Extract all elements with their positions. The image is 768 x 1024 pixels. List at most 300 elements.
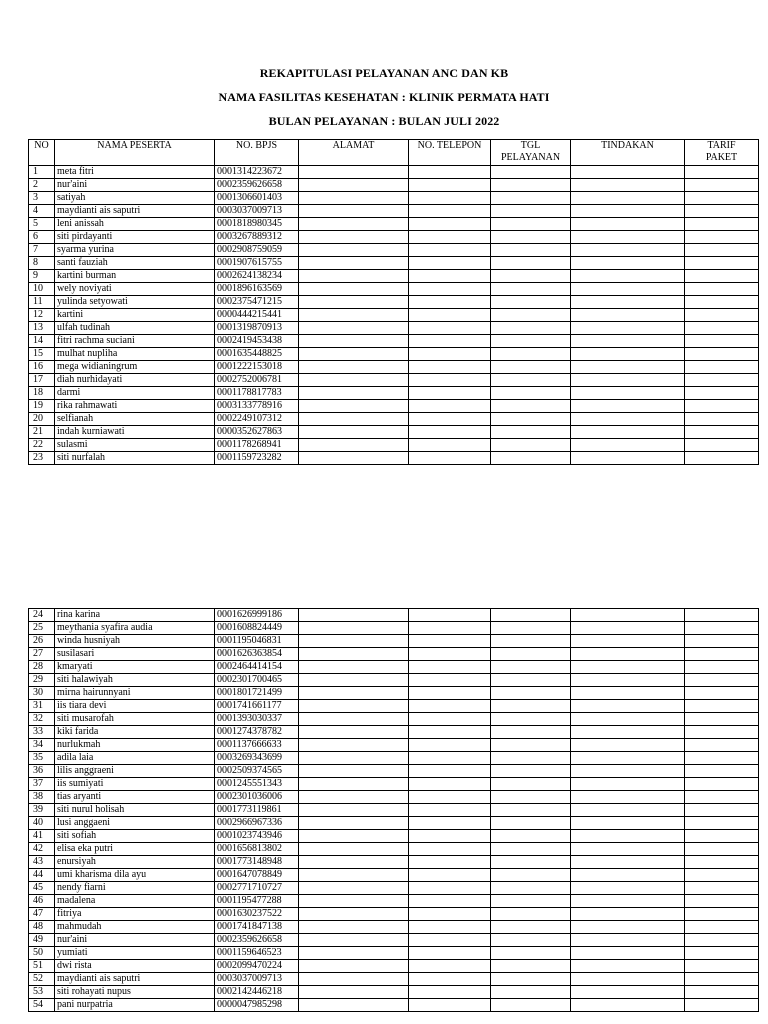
cell-no: 31: [29, 700, 55, 713]
cell-tindakan: [571, 713, 685, 726]
cell-tarif-paket: [685, 361, 759, 374]
cell-no-telepon: [409, 270, 491, 283]
cell-nama-peserta: kmaryati: [55, 661, 215, 674]
table-row: [29, 869, 759, 882]
cell-tgl-pelayanan: [491, 830, 571, 843]
cell-tarif-paket: [685, 830, 759, 843]
cell-no-bpjs: 0002249107312: [215, 413, 299, 426]
cell-no-bpjs: 0001137666633: [215, 739, 299, 752]
table-row: [29, 752, 759, 765]
table-row: [29, 804, 759, 817]
cell-no-bpjs: 0002099470224: [215, 960, 299, 973]
cell-no-telepon: [409, 192, 491, 205]
cell-nama-peserta: siti pirdayanti: [55, 231, 215, 244]
cell-tgl-pelayanan: [491, 895, 571, 908]
col-header-tarif-paket: TARIF PAKET: [685, 140, 759, 166]
cell-tarif-paket: [685, 244, 759, 257]
cell-tgl-pelayanan: [491, 387, 571, 400]
cell-no-telepon: [409, 895, 491, 908]
cell-tindakan: [571, 791, 685, 804]
cell-tgl-pelayanan: [491, 739, 571, 752]
cell-nama-peserta: pani nurpatria: [55, 999, 215, 1012]
cell-tindakan: [571, 361, 685, 374]
cell-no-bpjs: 0001159646523: [215, 947, 299, 960]
cell-tgl-pelayanan: [491, 882, 571, 895]
table-row: [29, 283, 759, 296]
cell-tarif-paket: [685, 322, 759, 335]
cell-no-bpjs: 0002771710727: [215, 882, 299, 895]
cell-nama-peserta: rina karina: [55, 609, 215, 622]
cell-no-bpjs: 0002359626658: [215, 179, 299, 192]
cell-tarif-paket: [685, 192, 759, 205]
cell-tgl-pelayanan: [491, 335, 571, 348]
cell-nama-peserta: selfianah: [55, 413, 215, 426]
cell-alamat: [299, 218, 409, 231]
table-row: [29, 999, 759, 1012]
cell-no-bpjs: 0001773119861: [215, 804, 299, 817]
cell-tgl-pelayanan: [491, 205, 571, 218]
cell-tarif-paket: [685, 895, 759, 908]
cell-no: 47: [29, 908, 55, 921]
cell-no-bpjs: 0001626999186: [215, 609, 299, 622]
recap-table-2: [28, 608, 759, 1012]
cell-tgl-pelayanan: [491, 843, 571, 856]
cell-nama-peserta: iis sumiyati: [55, 778, 215, 791]
cell-alamat: [299, 947, 409, 960]
cell-tindakan: [571, 348, 685, 361]
cell-tarif-paket: [685, 309, 759, 322]
cell-no-bpjs: 0001635448825: [215, 348, 299, 361]
cell-tindakan: [571, 726, 685, 739]
cell-no-telepon: [409, 999, 491, 1012]
cell-nama-peserta: nur'aini: [55, 934, 215, 947]
cell-no-telepon: [409, 361, 491, 374]
cell-nama-peserta: iis tiara devi: [55, 700, 215, 713]
cell-no-telepon: [409, 400, 491, 413]
cell-tarif-paket: [685, 986, 759, 999]
cell-nama-peserta: siti musarofah: [55, 713, 215, 726]
cell-tindakan: [571, 999, 685, 1012]
cell-tgl-pelayanan: [491, 426, 571, 439]
table-row: [29, 674, 759, 687]
table-row: [29, 244, 759, 257]
cell-tgl-pelayanan: [491, 674, 571, 687]
cell-nama-peserta: ulfah tudinah: [55, 322, 215, 335]
cell-no: 26: [29, 635, 55, 648]
cell-tarif-paket: [685, 960, 759, 973]
col-header-no-bpjs: NO. BPJS: [215, 140, 299, 166]
cell-no-telepon: [409, 348, 491, 361]
cell-alamat: [299, 934, 409, 947]
cell-no-bpjs: 0001626363854: [215, 648, 299, 661]
cell-nama-peserta: umi kharisma dila ayu: [55, 869, 215, 882]
cell-alamat: [299, 309, 409, 322]
table-body-2: [29, 609, 759, 1012]
cell-no-telepon: [409, 960, 491, 973]
cell-tgl-pelayanan: [491, 856, 571, 869]
cell-alamat: [299, 335, 409, 348]
cell-no-bpjs: 0003133778916: [215, 400, 299, 413]
cell-nama-peserta: syarma yurina: [55, 244, 215, 257]
cell-no-telepon: [409, 257, 491, 270]
cell-no: 45: [29, 882, 55, 895]
cell-tgl-pelayanan: [491, 791, 571, 804]
cell-no-bpjs: 0001195046831: [215, 635, 299, 648]
cell-tgl-pelayanan: [491, 960, 571, 973]
cell-no: 5: [29, 218, 55, 231]
cell-no: 51: [29, 960, 55, 973]
cell-nama-peserta: indah kurniawati: [55, 426, 215, 439]
cell-tgl-pelayanan: [491, 244, 571, 257]
service-month: BULAN PELAYANAN : BULAN JULI 2022: [268, 114, 500, 128]
cell-nama-peserta: madalena: [55, 895, 215, 908]
cell-tarif-paket: [685, 934, 759, 947]
cell-tgl-pelayanan: [491, 400, 571, 413]
cell-no-telepon: [409, 908, 491, 921]
cell-tgl-pelayanan: [491, 778, 571, 791]
cell-no-bpjs: 0001314223672: [215, 166, 299, 179]
cell-tarif-paket: [685, 687, 759, 700]
cell-tindakan: [571, 635, 685, 648]
cell-alamat: [299, 843, 409, 856]
table-row: [29, 309, 759, 322]
cell-nama-peserta: diah nurhidayati: [55, 374, 215, 387]
table-row: [29, 426, 759, 439]
cell-alamat: [299, 791, 409, 804]
cell-tarif-paket: [685, 205, 759, 218]
cell-tgl-pelayanan: [491, 439, 571, 452]
cell-tarif-paket: [685, 921, 759, 934]
cell-no: 44: [29, 869, 55, 882]
table-row: [29, 895, 759, 908]
cell-tgl-pelayanan: [491, 348, 571, 361]
cell-tarif-paket: [685, 439, 759, 452]
cell-alamat: [299, 361, 409, 374]
cell-tindakan: [571, 322, 685, 335]
table-row: [29, 348, 759, 361]
cell-no: 15: [29, 348, 55, 361]
cell-tarif-paket: [685, 674, 759, 687]
recap-table-1: [28, 139, 759, 465]
cell-no-telepon: [409, 700, 491, 713]
cell-alamat: [299, 387, 409, 400]
cell-tarif-paket: [685, 348, 759, 361]
table-row: [29, 713, 759, 726]
col-header-nama-peserta: NAMA PESERTA: [55, 140, 215, 166]
cell-alamat: [299, 895, 409, 908]
cell-no-bpjs: 0000444215441: [215, 309, 299, 322]
cell-tarif-paket: [685, 231, 759, 244]
cell-alamat: [299, 348, 409, 361]
cell-alamat: [299, 908, 409, 921]
table-row: [29, 361, 759, 374]
cell-nama-peserta: lusi anggaeni: [55, 817, 215, 830]
table-row: [29, 700, 759, 713]
cell-tindakan: [571, 648, 685, 661]
cell-tarif-paket: [685, 726, 759, 739]
cell-no: 33: [29, 726, 55, 739]
cell-nama-peserta: mahmudah: [55, 921, 215, 934]
cell-tindakan: [571, 765, 685, 778]
cell-no-bpjs: 0002966967336: [215, 817, 299, 830]
cell-tindakan: [571, 439, 685, 452]
cell-tindakan: [571, 192, 685, 205]
cell-alamat: [299, 413, 409, 426]
cell-no: 7: [29, 244, 55, 257]
table-row: [29, 270, 759, 283]
cell-nama-peserta: fitriya: [55, 908, 215, 921]
cell-no: 39: [29, 804, 55, 817]
cell-tarif-paket: [685, 283, 759, 296]
cell-tindakan: [571, 934, 685, 947]
cell-tindakan: [571, 257, 685, 270]
cell-no: 10: [29, 283, 55, 296]
col-header-no-telepon: NO. TELEPON: [409, 140, 491, 166]
cell-nama-peserta: enursiyah: [55, 856, 215, 869]
cell-no-bpjs: 0001245551343: [215, 778, 299, 791]
cell-no-bpjs: 0002419453438: [215, 335, 299, 348]
cell-no-bpjs: 0001159723282: [215, 452, 299, 465]
cell-nama-peserta: rika rahmawati: [55, 400, 215, 413]
cell-no-bpjs: 0002509374565: [215, 765, 299, 778]
cell-tindakan: [571, 270, 685, 283]
cell-no-bpjs: 0002375471215: [215, 296, 299, 309]
cell-tindakan: [571, 973, 685, 986]
cell-tarif-paket: [685, 661, 759, 674]
cell-no-telepon: [409, 765, 491, 778]
cell-tarif-paket: [685, 270, 759, 283]
cell-tarif-paket: [685, 765, 759, 778]
cell-tarif-paket: [685, 713, 759, 726]
cell-alamat: [299, 687, 409, 700]
cell-alamat: [299, 869, 409, 882]
cell-alamat: [299, 778, 409, 791]
cell-tgl-pelayanan: [491, 231, 571, 244]
table-body-1: [29, 166, 759, 465]
cell-alamat: [299, 439, 409, 452]
cell-no-bpjs: 0001195477288: [215, 895, 299, 908]
cell-tarif-paket: [685, 882, 759, 895]
cell-tindakan: [571, 843, 685, 856]
cell-tgl-pelayanan: [491, 270, 571, 283]
cell-tindakan: [571, 244, 685, 257]
table-row: [29, 778, 759, 791]
report-title: REKAPITULASI PELAYANAN ANC DAN KB: [259, 66, 509, 80]
table-row: [29, 817, 759, 830]
cell-no: 3: [29, 192, 55, 205]
cell-no-bpjs: 0001319870913: [215, 322, 299, 335]
cell-no-telepon: [409, 661, 491, 674]
cell-no-telepon: [409, 283, 491, 296]
cell-tarif-paket: [685, 622, 759, 635]
table-row: [29, 439, 759, 452]
cell-no-telepon: [409, 622, 491, 635]
cell-tgl-pelayanan: [491, 713, 571, 726]
cell-no-telepon: [409, 869, 491, 882]
cell-nama-peserta: nurlukmah: [55, 739, 215, 752]
cell-alamat: [299, 856, 409, 869]
cell-alamat: [299, 283, 409, 296]
cell-nama-peserta: maydianti ais saputri: [55, 205, 215, 218]
cell-tindakan: [571, 179, 685, 192]
table-row: [29, 947, 759, 960]
cell-no: 2: [29, 179, 55, 192]
cell-alamat: [299, 817, 409, 830]
cell-tarif-paket: [685, 869, 759, 882]
table-row: [29, 726, 759, 739]
cell-tgl-pelayanan: [491, 947, 571, 960]
cell-tindakan: [571, 752, 685, 765]
cell-tindakan: [571, 335, 685, 348]
cell-no: 32: [29, 713, 55, 726]
cell-tgl-pelayanan: [491, 635, 571, 648]
cell-no: 28: [29, 661, 55, 674]
cell-alamat: [299, 231, 409, 244]
cell-no-telepon: [409, 387, 491, 400]
col-header-no: NO: [29, 140, 55, 166]
cell-tgl-pelayanan: [491, 622, 571, 635]
cell-tindakan: [571, 895, 685, 908]
cell-no: 20: [29, 413, 55, 426]
cell-no-telepon: [409, 752, 491, 765]
cell-nama-peserta: yumiati: [55, 947, 215, 960]
cell-tarif-paket: [685, 218, 759, 231]
cell-alamat: [299, 648, 409, 661]
col-header-tindakan: TINDAKAN: [571, 140, 685, 166]
cell-nama-peserta: mega widianingrum: [55, 361, 215, 374]
table-row: [29, 934, 759, 947]
cell-alamat: [299, 205, 409, 218]
cell-no: 46: [29, 895, 55, 908]
cell-tindakan: [571, 908, 685, 921]
cell-alamat: [299, 179, 409, 192]
cell-tgl-pelayanan: [491, 817, 571, 830]
cell-tgl-pelayanan: [491, 934, 571, 947]
col-header-tgl-pelayanan: TGL PELAYANAN: [491, 140, 571, 166]
cell-alamat: [299, 921, 409, 934]
cell-nama-peserta: adila laia: [55, 752, 215, 765]
cell-no-telepon: [409, 322, 491, 335]
cell-alamat: [299, 622, 409, 635]
cell-nama-peserta: satiyah: [55, 192, 215, 205]
table-row: [29, 218, 759, 231]
cell-alamat: [299, 752, 409, 765]
table-row: [29, 179, 759, 192]
cell-tindakan: [571, 869, 685, 882]
cell-tindakan: [571, 426, 685, 439]
cell-no: 4: [29, 205, 55, 218]
table-row: [29, 830, 759, 843]
cell-no: 38: [29, 791, 55, 804]
cell-no-telepon: [409, 635, 491, 648]
cell-no: 53: [29, 986, 55, 999]
cell-no: 18: [29, 387, 55, 400]
cell-tgl-pelayanan: [491, 179, 571, 192]
cell-no-bpjs: 0002359626658: [215, 934, 299, 947]
cell-no-bpjs: 0001907615755: [215, 257, 299, 270]
table-row: [29, 400, 759, 413]
cell-no-telepon: [409, 687, 491, 700]
cell-tindakan: [571, 387, 685, 400]
cell-tarif-paket: [685, 804, 759, 817]
cell-no: 42: [29, 843, 55, 856]
cell-no: 8: [29, 257, 55, 270]
cell-tarif-paket: [685, 635, 759, 648]
table-row: [29, 452, 759, 465]
cell-no-telepon: [409, 843, 491, 856]
table-row: [29, 843, 759, 856]
cell-nama-peserta: mulhat nupliha: [55, 348, 215, 361]
cell-tarif-paket: [685, 752, 759, 765]
cell-tarif-paket: [685, 452, 759, 465]
cell-tarif-paket: [685, 648, 759, 661]
cell-tindakan: [571, 231, 685, 244]
cell-alamat: [299, 973, 409, 986]
cell-no-telepon: [409, 231, 491, 244]
cell-no-bpjs: 0002301036006: [215, 791, 299, 804]
cell-no-telepon: [409, 804, 491, 817]
cell-no-telepon: [409, 778, 491, 791]
cell-nama-peserta: maydianti ais saputri: [55, 973, 215, 986]
cell-tarif-paket: [685, 700, 759, 713]
cell-no: 1: [29, 166, 55, 179]
table-row: [29, 687, 759, 700]
cell-no-bpjs: 0001818980345: [215, 218, 299, 231]
cell-tarif-paket: [685, 387, 759, 400]
cell-no-bpjs: 0001741847138: [215, 921, 299, 934]
cell-nama-peserta: sulasmi: [55, 439, 215, 452]
table-row: [29, 921, 759, 934]
cell-alamat: [299, 322, 409, 335]
cell-no-telepon: [409, 791, 491, 804]
cell-no-bpjs: 0001178817783: [215, 387, 299, 400]
cell-tindakan: [571, 856, 685, 869]
cell-no: 14: [29, 335, 55, 348]
table-row: [29, 856, 759, 869]
cell-alamat: [299, 674, 409, 687]
cell-nama-peserta: meta fitri: [55, 166, 215, 179]
table-row: [29, 622, 759, 635]
cell-no-telepon: [409, 986, 491, 999]
cell-tgl-pelayanan: [491, 986, 571, 999]
table-row: [29, 986, 759, 999]
cell-no-bpjs: 0001647078849: [215, 869, 299, 882]
cell-alamat: [299, 765, 409, 778]
cell-alamat: [299, 986, 409, 999]
cell-no-bpjs: 0000047985298: [215, 999, 299, 1012]
cell-tgl-pelayanan: [491, 700, 571, 713]
cell-no: 36: [29, 765, 55, 778]
cell-alamat: [299, 244, 409, 257]
cell-no-bpjs: 0000352627863: [215, 426, 299, 439]
table-row: [29, 791, 759, 804]
cell-nama-peserta: siti halawiyah: [55, 674, 215, 687]
cell-tindakan: [571, 374, 685, 387]
cell-no: 49: [29, 934, 55, 947]
cell-no-bpjs: 0001393030337: [215, 713, 299, 726]
cell-tgl-pelayanan: [491, 804, 571, 817]
cell-no-telepon: [409, 856, 491, 869]
cell-tarif-paket: [685, 335, 759, 348]
cell-no-telepon: [409, 166, 491, 179]
cell-nama-peserta: lilis anggraeni: [55, 765, 215, 778]
cell-alamat: [299, 882, 409, 895]
cell-tindakan: [571, 166, 685, 179]
cell-no: 29: [29, 674, 55, 687]
cell-tgl-pelayanan: [491, 166, 571, 179]
cell-tindakan: [571, 986, 685, 999]
cell-no-bpjs: 0002752006781: [215, 374, 299, 387]
